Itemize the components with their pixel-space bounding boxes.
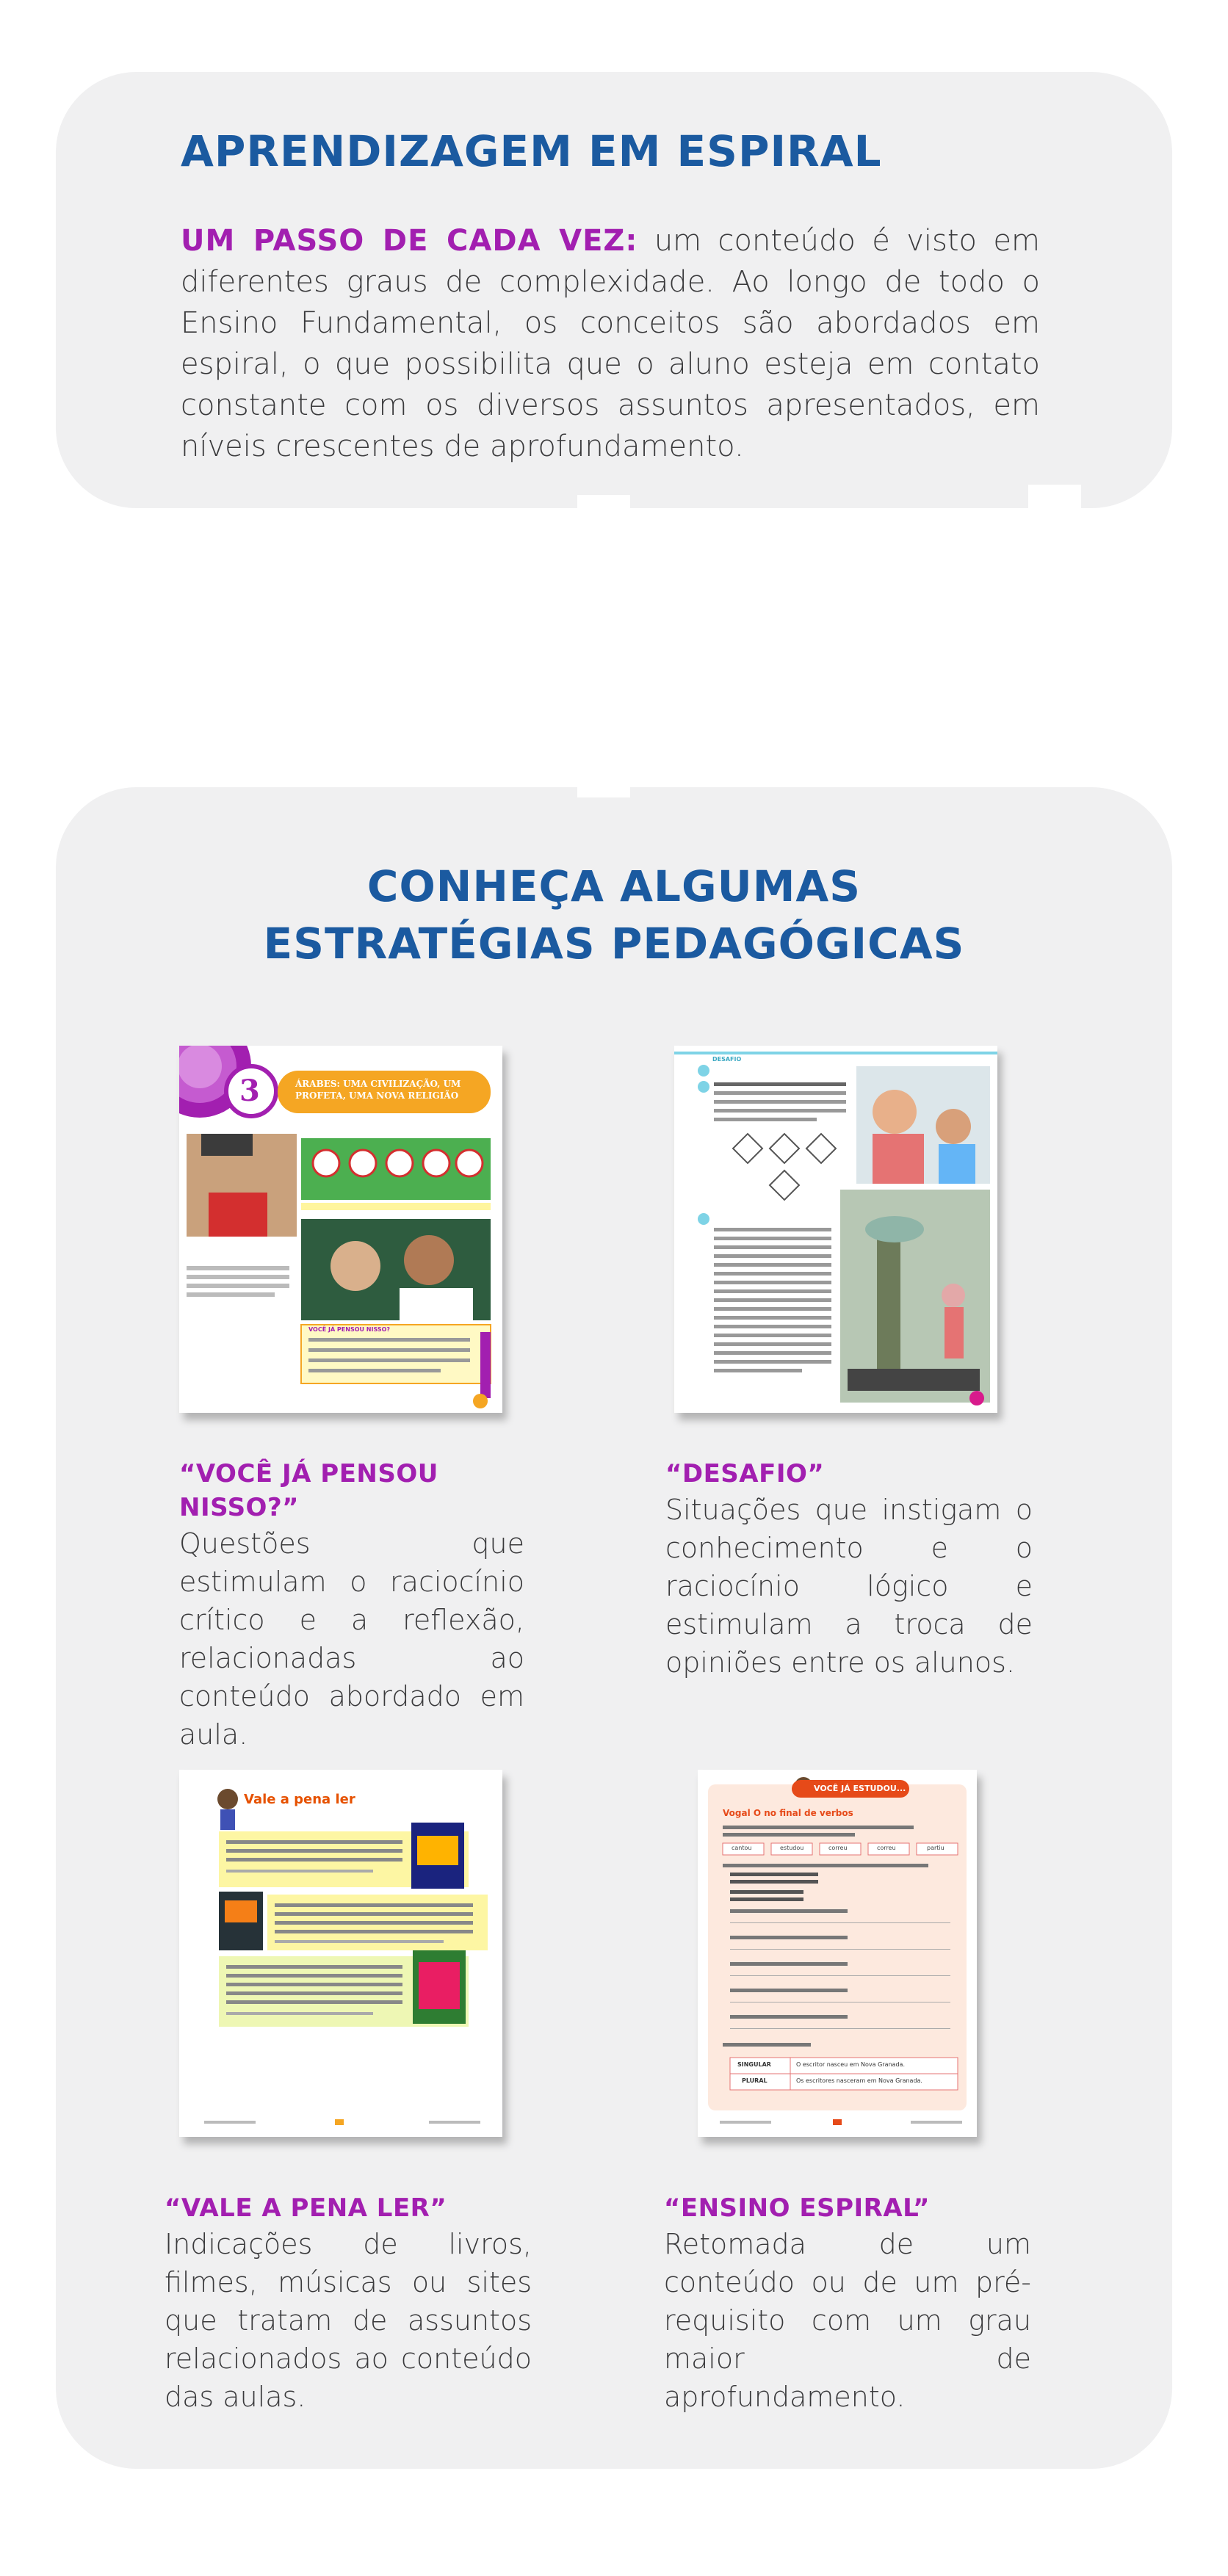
thumbnail-word: partiu xyxy=(927,1845,945,1851)
spiral-learning-title: APRENDIZAGEM EM ESPIRAL xyxy=(181,126,882,176)
thumbnail-table-cell: SINGULAR xyxy=(737,2061,771,2068)
thumbnail-word: correu xyxy=(877,1845,896,1851)
thumbnail-word: correu xyxy=(828,1845,848,1851)
strategies-title-line1: CONHEÇA ALGUMAS xyxy=(366,861,862,911)
strategy-description: Questões que estimulam o raciocínio crítico e a reflexão, relacionadas ao conteúdo abordado em aula. xyxy=(179,1527,524,1751)
thumbnail-chapter-title: ÁRABES: UMA CIVILIZAÇÃO, UM PROFETA, UMA NOVA RELIGIÃO xyxy=(295,1079,461,1101)
textbook-page-illustration xyxy=(179,1770,502,2137)
spiral-description: um conteúdo é visto em diferentes graus de complexidade. Ao longo de todo o Ensino Fundamental, os conceitos são abordados em espiral, o que possibilita que o aluno esteja em contato constante com os diversos assuntos apresentados, em níveis crescentes de aprofundamento. xyxy=(181,224,1040,463)
thumbnail-subtitle: Vogal O no final de verbos xyxy=(723,1808,853,1818)
strategy-description: Retomada de um conteúdo ou de um pré-requisito com um grau maior de aprofundamento. xyxy=(664,2228,1031,2413)
thumbnail-header: VOCÊ JÁ ESTUDOU... xyxy=(814,1784,906,1793)
thumbnail-word: estudou xyxy=(780,1845,804,1851)
thumbnail-word: cantou xyxy=(732,1845,752,1851)
thumbnail-vale-a-pena-ler xyxy=(179,1770,502,2137)
thumbnail-header: DESAFIO xyxy=(712,1056,742,1063)
spiral-learning-paragraph xyxy=(181,220,1040,467)
strategies-title xyxy=(56,858,1172,972)
strategy-vale-a-pena-ler xyxy=(165,2191,532,2416)
thumbnail-table-cell: Os escritores nasceram em Nova Granada. xyxy=(796,2077,922,2084)
spiral-lead-phrase: UM PASSO DE CADA VEZ: xyxy=(181,224,638,258)
strategy-desafio xyxy=(665,1457,1033,1682)
thumbnail-table-cell: O escritor nasceu em Nova Granada. xyxy=(796,2061,905,2068)
strategy-voce-ja-pensou-nisso xyxy=(179,1457,524,1754)
strategy-name: “VALE A PENA LER” xyxy=(165,2193,447,2223)
thumbnail-table-cell: PLURAL xyxy=(742,2077,768,2084)
thumbnail-voce-ja-pensou-nisso xyxy=(179,1046,502,1413)
thumbnail-box-title: VOCÊ JÁ PENSOU NISSO? xyxy=(308,1326,391,1333)
strategy-name: “DESAFIO” xyxy=(665,1459,825,1488)
strategies-title-line2: ESTRATÉGIAS PEDAGÓGICAS xyxy=(263,919,965,969)
thumbnail-desafio xyxy=(674,1046,997,1413)
panel-tab-notch xyxy=(577,781,630,797)
panel-tab-notch xyxy=(1028,485,1081,514)
textbook-page-illustration xyxy=(674,1046,997,1413)
strategy-description: Situações que instigam o conhecimento e o raciocínio lógico e estimulam a troca de opiniões entre os alunos. xyxy=(665,1494,1033,1679)
strategy-description: Indicações de livros, filmes, músicas ou sites que tratam de assuntos relacionados ao conteúdo das aulas. xyxy=(165,2228,532,2413)
strategy-name: “VOCÊ JÁ PENSOU NISSO?” xyxy=(179,1459,438,1522)
panel-tab-notch xyxy=(577,495,630,513)
thumbnail-chapter-number: 3 xyxy=(239,1074,260,1108)
thumbnail-header: Vale a pena ler xyxy=(244,1792,355,1807)
thumbnail-ensino-espiral xyxy=(698,1770,977,2137)
strategy-name: “ENSINO ESPIRAL” xyxy=(664,2193,930,2223)
strategy-ensino-espiral xyxy=(664,2191,1031,2416)
